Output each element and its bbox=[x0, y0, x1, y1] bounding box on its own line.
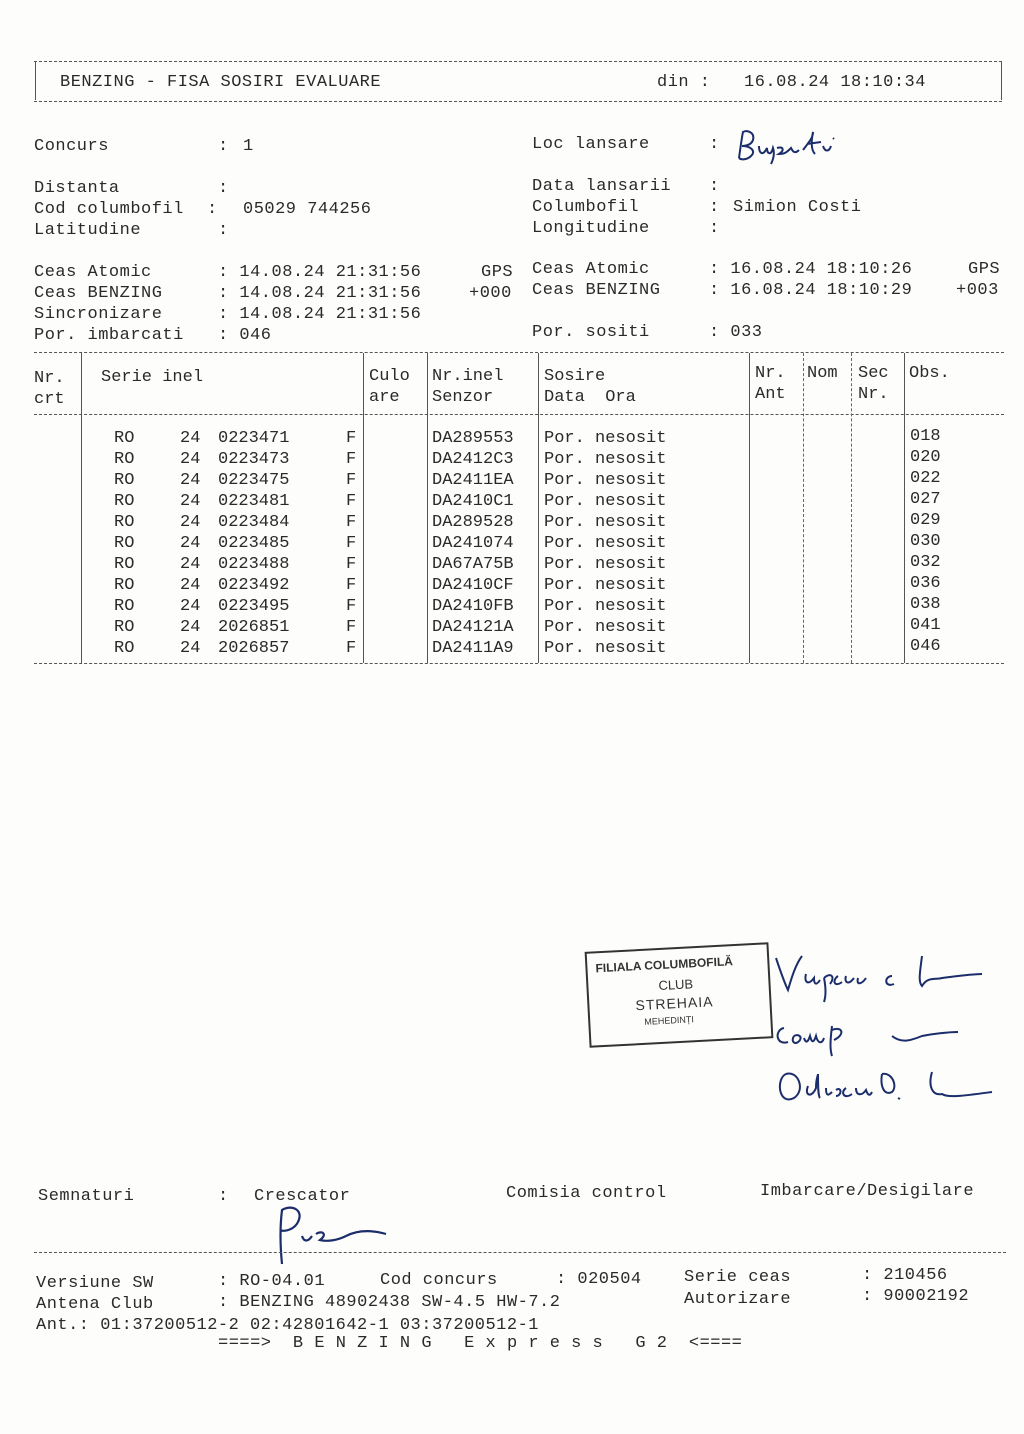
columbofil-value: Simion Costi bbox=[733, 198, 862, 217]
cell-country: RO bbox=[114, 618, 135, 637]
versiune-sw-value: : RO-04.01 bbox=[218, 1272, 326, 1291]
cell-year: 24 bbox=[180, 576, 201, 595]
cell-ring-number: 0223488 bbox=[218, 555, 290, 574]
cell-year: 24 bbox=[180, 513, 201, 532]
col-divider-senzor bbox=[538, 353, 539, 663]
por-sositi-value: : 033 bbox=[709, 323, 763, 342]
header-secnr-2: Nr. bbox=[858, 385, 889, 404]
serie-ceas-label: Serie ceas bbox=[684, 1268, 792, 1287]
cell-ring-number: 0223485 bbox=[218, 534, 290, 553]
cod-concurs-label: Cod concurs bbox=[380, 1271, 498, 1290]
cell-ring-number: 0223475 bbox=[218, 471, 290, 490]
cell-country: RO bbox=[114, 555, 135, 574]
cod-columbofil-value: 05029 744256 bbox=[243, 200, 372, 219]
concurs-label: Concurs bbox=[34, 137, 109, 156]
cell-year: 24 bbox=[180, 492, 201, 511]
cell-country: RO bbox=[114, 429, 135, 448]
header-nrant-2: Ant bbox=[755, 385, 786, 404]
table-header-rule bbox=[34, 414, 1004, 415]
distanta-label: Distanta bbox=[34, 179, 120, 198]
stamp-line-1: FILIALA COLUMBOFILĂ bbox=[595, 954, 734, 976]
cell-ring-number: 0223473 bbox=[218, 450, 290, 469]
cell-obs: 020 bbox=[910, 448, 941, 467]
antennas-line: Ant.: 01:37200512-2 02:42801642-1 03:37200512-1 bbox=[36, 1316, 539, 1335]
stamp-line-2: CLUB bbox=[658, 976, 694, 994]
header-right-border bbox=[1001, 62, 1002, 100]
header-nrant-1: Nr. bbox=[755, 364, 786, 383]
club-stamp bbox=[585, 942, 774, 1047]
cell-sex: F bbox=[346, 555, 357, 574]
header-nr: Nr. bbox=[34, 369, 65, 388]
cell-sensor: DA24121A bbox=[432, 618, 514, 637]
brand-line: ====> B E N Z I N G E x p r e s s G 2 <==== bbox=[218, 1334, 743, 1353]
col-divider-nr bbox=[81, 353, 82, 663]
por-imbarcati-value: : 046 bbox=[218, 326, 272, 345]
cell-obs: 041 bbox=[910, 616, 941, 635]
cell-country: RO bbox=[114, 513, 135, 532]
table-top-rule bbox=[34, 352, 1004, 353]
ceas-atomic-end-suffix: GPS bbox=[968, 260, 1001, 279]
concurs-sep: : bbox=[218, 137, 240, 156]
cod-columbofil-label: Cod columbofil bbox=[34, 200, 184, 219]
cell-sensor: DA289553 bbox=[432, 429, 514, 448]
antena-club-value: : BENZING 48902438 SW-4.5 HW-7.2 bbox=[218, 1293, 561, 1312]
cell-ring-number: 0223484 bbox=[218, 513, 290, 532]
cod-concurs-value: : 020504 bbox=[556, 1270, 642, 1289]
antena-club-label: Antena Club bbox=[36, 1295, 154, 1314]
cell-country: RO bbox=[114, 471, 135, 490]
cell-country: RO bbox=[114, 492, 135, 511]
cell-status: Por. nesosit bbox=[544, 450, 667, 469]
ceas-atomic-end-value: : 16.08.24 18:10:26 bbox=[709, 260, 913, 279]
cell-status: Por. nesosit bbox=[544, 513, 667, 532]
cell-country: RO bbox=[114, 576, 135, 595]
cell-year: 24 bbox=[180, 618, 201, 637]
cell-sex: F bbox=[346, 513, 357, 532]
data-lansarii-label: Data lansarii bbox=[532, 177, 672, 196]
loc-lansare-handwritten-value bbox=[733, 124, 863, 166]
cell-sensor: DA2411EA bbox=[432, 471, 514, 490]
cell-sex: F bbox=[346, 618, 357, 637]
col-divider-nom bbox=[851, 353, 852, 663]
header-serie-inel: Serie inel bbox=[101, 368, 204, 387]
cell-sensor: DA2411A9 bbox=[432, 639, 514, 658]
cell-country: RO bbox=[114, 534, 135, 553]
stamp-line-3: STREHAIA bbox=[635, 993, 714, 1014]
loc-lansare-label: Loc lansare bbox=[532, 135, 650, 154]
sincronizare-value: : 14.08.24 21:31:56 bbox=[218, 305, 422, 324]
longitudine-label: Longitudine bbox=[532, 219, 650, 238]
cell-ring-number: 0223492 bbox=[218, 576, 290, 595]
cell-sex: F bbox=[346, 450, 357, 469]
ceas-atomic-start-suffix: GPS bbox=[481, 263, 514, 282]
cell-sensor: DA2410C1 bbox=[432, 492, 514, 511]
comisia-label: Comisia control bbox=[506, 1184, 667, 1203]
semnaturi-sep: : bbox=[218, 1187, 229, 1206]
cell-sensor: DA2410FB bbox=[432, 597, 514, 616]
col-divider-nrant bbox=[803, 353, 804, 663]
handwritten-committee-notes bbox=[772, 946, 1012, 1126]
ceas-benzing-end-label: Ceas BENZING bbox=[532, 281, 661, 300]
footer-rule bbox=[34, 1252, 1006, 1253]
cell-sensor: DA241074 bbox=[432, 534, 514, 553]
cell-sex: F bbox=[346, 597, 357, 616]
cell-sensor: DA2412C3 bbox=[432, 450, 514, 469]
ceas-benzing-end-suffix: +003 bbox=[956, 281, 999, 300]
header-obs: Obs. bbox=[909, 364, 950, 383]
col-divider-culoare bbox=[427, 353, 428, 663]
cell-sex: F bbox=[346, 429, 357, 448]
imbarcare-label: Imbarcare/Desigilare bbox=[760, 1182, 975, 1201]
header-senzor: Senzor bbox=[432, 388, 494, 407]
col-divider-secnr bbox=[904, 353, 905, 663]
crescator-label: Crescator bbox=[254, 1187, 351, 1206]
header-nrinel: Nr.inel bbox=[432, 367, 504, 386]
col-divider-serie bbox=[363, 353, 364, 663]
distanta-sep: : bbox=[218, 179, 229, 198]
cell-sensor: DA2410CF bbox=[432, 576, 514, 595]
cell-sex: F bbox=[346, 471, 357, 490]
cell-ring-number: 2026851 bbox=[218, 618, 290, 637]
header-nom: Nom bbox=[807, 364, 838, 383]
cell-status: Por. nesosit bbox=[544, 471, 667, 490]
cell-year: 24 bbox=[180, 534, 201, 553]
cell-status: Por. nesosit bbox=[544, 576, 667, 595]
cell-obs: 022 bbox=[910, 469, 941, 488]
ceas-benzing-start-label: Ceas BENZING bbox=[34, 284, 163, 303]
cell-year: 24 bbox=[180, 597, 201, 616]
semnaturi-label: Semnaturi bbox=[38, 1187, 135, 1206]
table-bottom-rule bbox=[34, 663, 1004, 664]
cell-ring-number: 0223481 bbox=[218, 492, 290, 511]
crescator-signature bbox=[268, 1200, 398, 1270]
columbofil-label: Columbofil bbox=[532, 198, 640, 217]
cell-sex: F bbox=[346, 534, 357, 553]
ceas-atomic-start-value: : 14.08.24 21:31:56 bbox=[218, 263, 422, 282]
cell-status: Por. nesosit bbox=[544, 492, 667, 511]
cell-year: 24 bbox=[180, 555, 201, 574]
ceas-benzing-start-suffix: +000 bbox=[469, 284, 512, 303]
din-label: din : bbox=[657, 73, 711, 92]
cell-year: 24 bbox=[180, 429, 201, 448]
document-title: BENZING - FISA SOSIRI EVALUARE bbox=[60, 73, 382, 92]
ceas-atomic-start-label: Ceas Atomic bbox=[34, 263, 152, 282]
cell-sex: F bbox=[346, 492, 357, 511]
concurs-value: 1 bbox=[243, 137, 254, 156]
versiune-sw-label: Versiune SW bbox=[36, 1274, 154, 1293]
header-data-ora: Data Ora bbox=[544, 388, 636, 407]
autorizare-label: Autorizare bbox=[684, 1290, 792, 1309]
cell-year: 24 bbox=[180, 471, 201, 490]
cell-obs: 029 bbox=[910, 511, 941, 530]
cell-year: 24 bbox=[180, 450, 201, 469]
cell-sex: F bbox=[346, 639, 357, 658]
cell-sex: F bbox=[346, 576, 357, 595]
ceas-benzing-start-value: : 14.08.24 21:31:56 bbox=[218, 284, 422, 303]
cell-status: Por. nesosit bbox=[544, 639, 667, 658]
cell-ring-number: 0223471 bbox=[218, 429, 290, 448]
por-imbarcati-label: Por. imbarcati bbox=[34, 326, 184, 345]
header-culoare-1: Culo bbox=[369, 367, 410, 386]
latitudine-sep: : bbox=[218, 221, 229, 240]
cell-obs: 018 bbox=[910, 427, 941, 446]
longitudine-sep: : bbox=[709, 219, 720, 238]
cell-obs: 046 bbox=[910, 637, 941, 656]
header-bottom-rule bbox=[34, 101, 1002, 102]
data-lansarii-sep: : bbox=[709, 177, 720, 196]
cell-status: Por. nesosit bbox=[544, 555, 667, 574]
cell-obs: 036 bbox=[910, 574, 941, 593]
ceas-benzing-end-value: : 16.08.24 18:10:29 bbox=[709, 281, 913, 300]
cell-sensor: DA67A75B bbox=[432, 555, 514, 574]
header-secnr-1: Sec bbox=[858, 364, 889, 383]
cell-ring-number: 2026857 bbox=[218, 639, 290, 658]
cell-year: 24 bbox=[180, 639, 201, 658]
header-culoare-2: are bbox=[369, 388, 400, 407]
cod-columbofil-sep: : bbox=[207, 200, 229, 219]
cell-status: Por. nesosit bbox=[544, 429, 667, 448]
ceas-atomic-end-label: Ceas Atomic bbox=[532, 260, 650, 279]
col-divider-sosire bbox=[749, 353, 750, 663]
stamp-line-4: MEHEDINȚI bbox=[644, 1014, 695, 1027]
cell-country: RO bbox=[114, 450, 135, 469]
cell-status: Por. nesosit bbox=[544, 597, 667, 616]
serie-ceas-value: : 210456 bbox=[862, 1266, 948, 1285]
cell-status: Por. nesosit bbox=[544, 618, 667, 637]
cell-sensor: DA289528 bbox=[432, 513, 514, 532]
loc-lansare-sep: : bbox=[709, 135, 720, 154]
cell-obs: 038 bbox=[910, 595, 941, 614]
cell-obs: 030 bbox=[910, 532, 941, 551]
cell-status: Por. nesosit bbox=[544, 534, 667, 553]
header-sosire: Sosire bbox=[544, 367, 606, 386]
columbofil-sep: : bbox=[709, 198, 720, 217]
header-left-border bbox=[35, 62, 36, 100]
cell-country: RO bbox=[114, 639, 135, 658]
cell-obs: 027 bbox=[910, 490, 941, 509]
print-timestamp: 16.08.24 18:10:34 bbox=[744, 73, 926, 92]
cell-obs: 032 bbox=[910, 553, 941, 572]
por-sositi-label: Por. sositi bbox=[532, 323, 650, 342]
cell-country: RO bbox=[114, 597, 135, 616]
header-crt: crt bbox=[34, 390, 65, 409]
latitudine-label: Latitudine bbox=[34, 221, 142, 240]
sincronizare-label: Sincronizare bbox=[34, 305, 163, 324]
header-top-rule bbox=[34, 61, 1002, 62]
cell-ring-number: 0223495 bbox=[218, 597, 290, 616]
autorizare-value: : 90002192 bbox=[862, 1287, 970, 1306]
